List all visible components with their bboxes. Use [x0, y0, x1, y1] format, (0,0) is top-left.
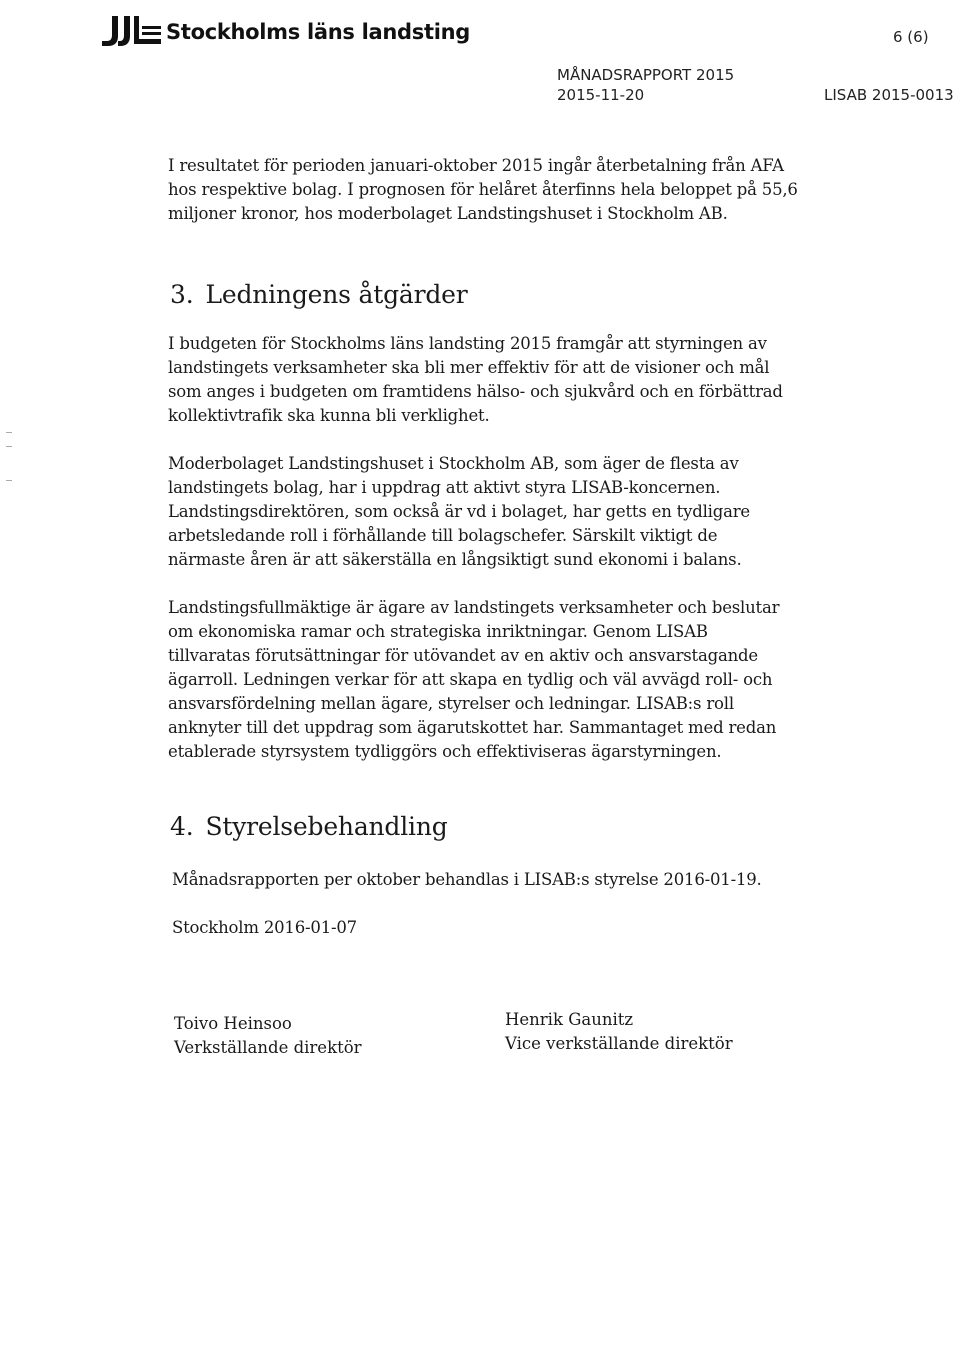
signature-block-1 [174, 1012, 362, 1060]
section-3-heading [170, 280, 468, 309]
text-line: Landstingsdirektören, som också är vd i bolaget, har getts en tydligare [168, 502, 750, 521]
section-number: 3. [170, 280, 194, 309]
section-3-paragraph-3 [168, 596, 828, 764]
text-line: Moderbolaget Landstingshuset i Stockholm AB, som äger de flesta av [168, 454, 739, 473]
signatory-name: Toivo Heinsoo [174, 1014, 292, 1033]
text-line: som anges i budgeten om framtidens hälso- och sjukvård och en förbättrad [168, 382, 783, 401]
text-line: tillvaratas förutsättningar för utövandet av en aktiv och ansvarstagande [168, 646, 758, 665]
text-line: Stockholm 2016-01-07 [172, 918, 357, 937]
page-number: 6 (6) [893, 28, 929, 46]
text-line: landstingets verksamheter ska bli mer effektiv för att de visioner och mål [168, 358, 770, 377]
report-reference: LISAB 2015-0013 [824, 86, 954, 104]
text-line: I resultatet för perioden januari-oktober 2015 ingår återbetalning från AFA [168, 156, 784, 175]
section-number: 4. [170, 812, 194, 841]
text-line: I budgeten för Stockholms läns landsting 2015 framgår att styrningen av [168, 334, 767, 353]
section-title: Ledningens åtgärder [205, 280, 468, 309]
place-date [172, 916, 832, 940]
section-4-heading [170, 812, 448, 841]
org-name: Stockholms läns landsting [166, 20, 470, 44]
text-line: om ekonomiska ramar och strategiska inriktningar. Genom LISAB [168, 622, 708, 641]
signatory-title: Vice verkställande direktör [505, 1034, 733, 1053]
text-line: närmaste åren är att säkerställa en långsiktigt sund ekonomi i balans. [168, 550, 742, 569]
intro-paragraph [168, 154, 828, 226]
section-4-paragraph [172, 868, 832, 892]
text-line: ägarroll. Ledningen verkar för att skapa en tydlig och väl avvägd roll- och [168, 670, 773, 689]
text-line: ansvarsfördelning mellan ägare, styrelser och ledningar. LISAB:s roll [168, 694, 734, 713]
signatory-name: Henrik Gaunitz [505, 1010, 634, 1029]
section-title: Styrelsebehandling [205, 812, 448, 841]
section-3-paragraph-2 [168, 452, 828, 572]
text-line: hos respektive bolag. I prognosen för helåret återfinns hela beloppet på 55,6 [168, 180, 798, 199]
text-line: miljoner kronor, hos moderbolaget Landstingshuset i Stockholm AB. [168, 204, 728, 223]
signature-block-2 [505, 1008, 733, 1056]
text-line: anknyter till det uppdrag som ägarutskottet har. Sammantaget med redan [168, 718, 777, 737]
report-date: 2015-11-20 [557, 86, 645, 104]
scan-margin-mark [6, 446, 12, 447]
scan-margin-mark [6, 480, 12, 481]
text-line: landstingets bolag, har i uppdrag att aktivt styra LISAB-koncernen. [168, 478, 721, 497]
section-3-paragraph-1 [168, 332, 828, 428]
sll-logo-icon [100, 14, 164, 48]
text-line: arbetsledande roll i förhållande till bolagschefer. Särskilt viktigt de [168, 526, 718, 545]
text-line: Landstingsfullmäktige är ägare av landstingets verksamheter och beslutar [168, 598, 780, 617]
signatory-title: Verkställande direktör [174, 1038, 362, 1057]
report-title: MÅNADSRAPPORT 2015 [557, 66, 735, 84]
text-line: Månadsrapporten per oktober behandlas i LISAB:s styrelse 2016-01-19. [172, 870, 762, 889]
text-line: etablerade styrsystem tydliggörs och effektiviseras ägarstyrningen. [168, 742, 722, 761]
scan-margin-mark [6, 432, 12, 433]
text-line: kollektivtrafik ska kunna bli verklighet. [168, 406, 490, 425]
